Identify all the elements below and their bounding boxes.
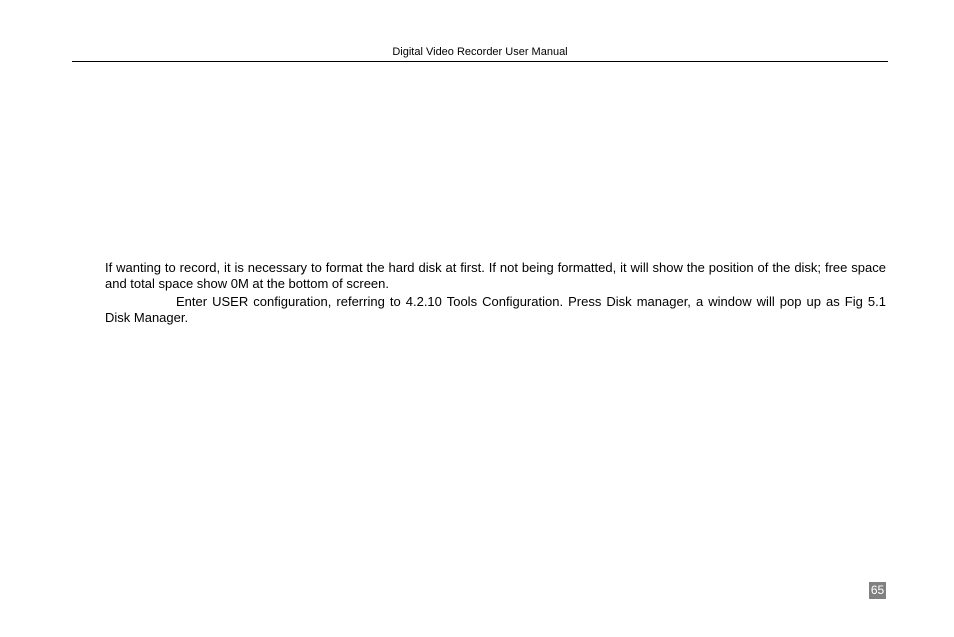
paragraph-disk-manager: Enter USER configuration, referring to 4.2.10 Tools Configuration. Press Disk manager, a window will pop up as Fig 5.1 Disk Manager. bbox=[105, 294, 886, 325]
running-header: Digital Video Recorder User Manual bbox=[392, 46, 568, 58]
header-divider bbox=[72, 61, 888, 62]
body-text bbox=[105, 260, 886, 326]
page-number: 65 bbox=[870, 583, 885, 597]
paragraph-format-disk: If wanting to record, it is necessary to format the hard disk at first. If not being formatted, it will show the position of the disk; free space and total space show 0M at the bottom of screen. bbox=[105, 260, 886, 291]
